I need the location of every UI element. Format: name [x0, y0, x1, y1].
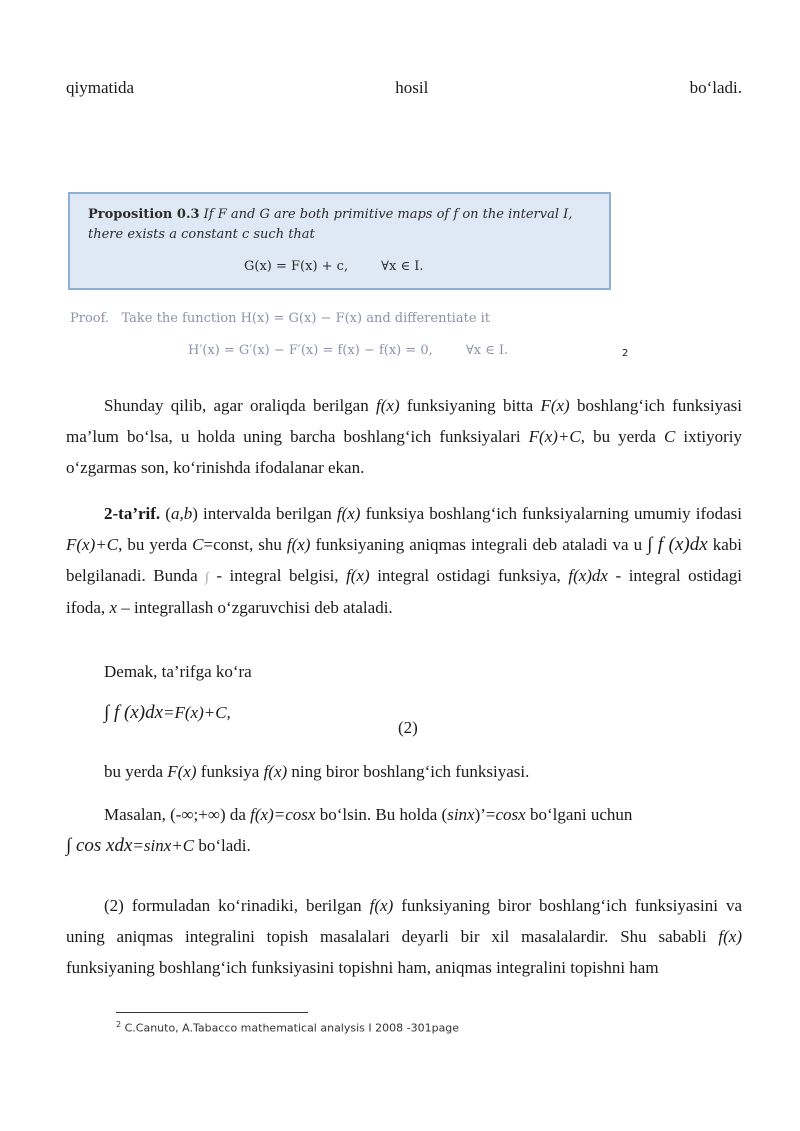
paragraph-4: bu yerda F(x) funksiya f(x) ning biror boshlang‘ich funksiyasi. [104, 762, 530, 781]
paragraph-1: Shunday qilib, agar oraliqda berilgan f(x) funksiyaning bitta F(x) boshlang‘ich funksiyasi ma’lum bo‘lsa, u holda uning barcha boshlang‘ich funksiyalari F(x)+C, bu yerda C ixtiyoriy o‘zgarmas son, ko‘rinishda ifodalanar ekan. [66, 396, 743, 477]
footnote-separator [116, 1012, 308, 1013]
proposition-head: Proposition 0.3 [88, 207, 200, 222]
integral-sign-small: ∫ [205, 569, 209, 584]
definition-paragraph: 2-ta’rif. (a,b) intervalda berilgan f(x) funksiya boshlang‘ich funksiyalarning umumiy ifodasi F(x)+C, bu yerda C=const, shu f(x) funksiyaning aniqmas integrali deb ataladi va u ∫ f (x)dx kabi belgilanadi. Bunda ∫ - integral belgisi, f(x) integral ostidagi funksiya, f(x)dx - integral ostidagi ifoda, x – integrallash o‘zgaruvchisi deb ataladi. [66, 504, 742, 617]
proposition-line1 [88, 207, 572, 222]
proof-equation: H′(x) = G′(x) − F′(x) = f(x) − f(x) = 0, ∀x ∈ I. [188, 343, 509, 358]
proposition-line2 [88, 227, 315, 242]
proposition-text2: there exists a constant c such that [88, 227, 315, 242]
paragraph-example: Masalan, (-∞;+∞) da f(x)=cosx bo‘lsin. Bu holda (sinx)’=cosx bo‘lgani uchun ∫ cos xdx=sinx+C bo‘ladi. [66, 805, 633, 856]
word-qiymatida: qiymatida [66, 78, 134, 97]
formula-2-number: (2) [398, 718, 418, 737]
word-hosil: hosil [395, 78, 429, 97]
integral-expression: ∫ f (x)dx [647, 534, 708, 555]
footnote-marker: 2 [622, 348, 629, 359]
paragraph-6: (2) formuladan ko‘rinadiki, berilgan f(x) funksiyaning biror boshlang‘ich funksiyasini va uning aniqmas integralini topish masalalari deyarli bir xil masalalardir. Shu sababli f(x) funksiyaning boshlang‘ich funksiyasini topishni ham, aniqmas integralini topishni ham [66, 896, 743, 977]
proposition-text1: If F and G are both primitive maps of f on the interval I, [203, 207, 573, 222]
cos-integral: ∫ cos xdx [66, 835, 133, 856]
paragraph-demak: Demak, ta’rifga ko‘ra [104, 662, 252, 681]
first-line [66, 78, 742, 98]
footnote: $^2$ C.Canuto, A.Tabacco mathematical analysis I 2008 -301page [116, 1020, 460, 1035]
word-boladi: bo‘ladi. [689, 78, 742, 97]
formula-2 [104, 702, 231, 724]
proposition-equation: G(x) = F(x) + c, ∀x ∈ I. [244, 259, 424, 274]
definition-head: 2-ta’rif. [104, 504, 161, 523]
formula-2-rhs: =F(x)+C, [163, 703, 231, 722]
proof-line: Proof. Take the function H(x) = G(x) − F(x) and differentiate it [70, 311, 491, 326]
formula-2-integral: ∫ f (x)dx [104, 702, 164, 723]
